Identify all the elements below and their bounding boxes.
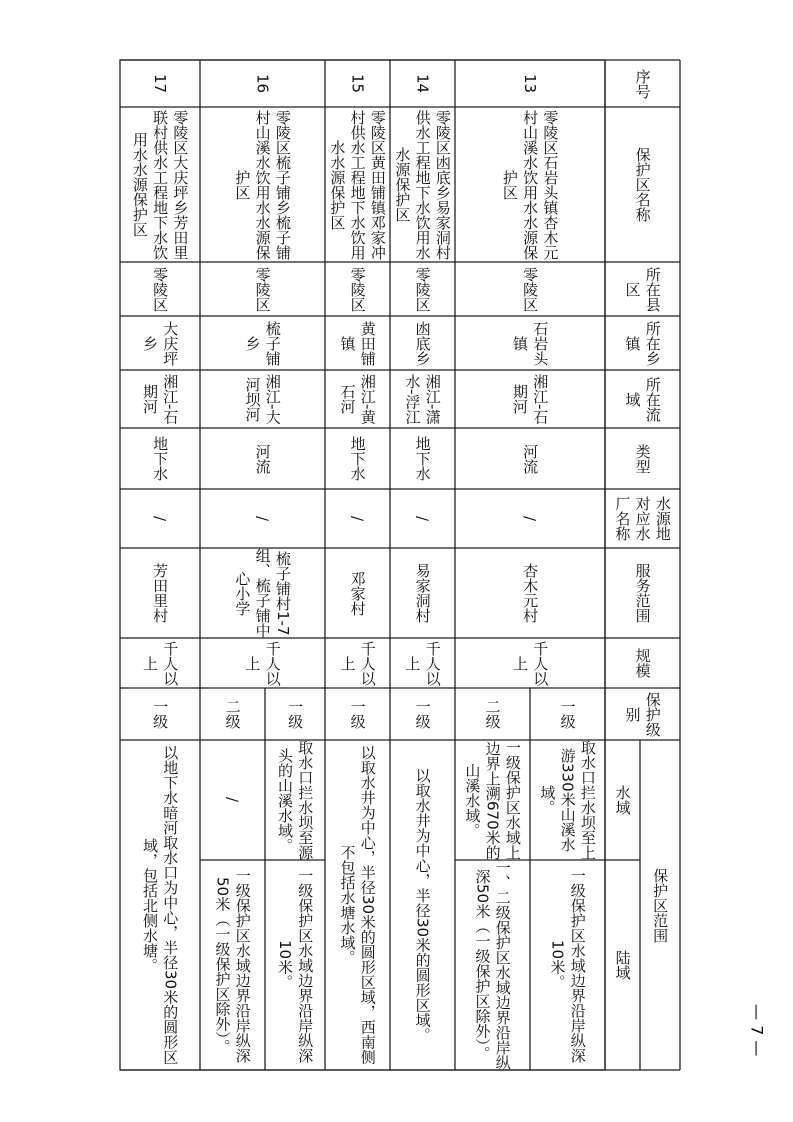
row17-plant: / [151,515,170,522]
row15-service: 邓家村 [348,570,367,616]
row16-scale: 千人以上 [243,640,282,686]
row13-basin: 湘江-石期河 [511,373,550,425]
row15-seq: 15 [348,73,367,94]
row13-type: 河流 [521,443,540,474]
header-service: 服务范围 [633,563,652,623]
row14-seq: 14 [413,73,432,94]
row17-county: 零陵区 [151,266,170,312]
header-county: 所在县区 [623,266,662,312]
row13-water-1: 取水口拦水坝至上游330米山溪水域。 [538,740,597,860]
header-water: 水域 [613,785,632,815]
row13-plant: / [521,515,540,522]
row15-basin: 湘江-黄石河 [338,373,377,425]
row14-basin: 湘江-潇水-浮江 [403,373,442,425]
row13-name: 零陵区石岩头镇杏木元村山溪水饮用水水源保护区 [500,109,560,260]
header-town: 所在乡镇 [623,320,662,366]
row13-level-1: 一级 [558,699,577,729]
header-scale: 规模 [633,648,652,678]
row14-plant: / [413,515,432,522]
row17-town: 大庆坪乡 [141,320,180,366]
row15-scale: 千人以上 [338,640,377,686]
row17-name: 零陵区大庆坪乡芳田里联村供水工程地下水饮用水水源保护区 [130,109,190,260]
row15-range: 以取水井为中心，半径30米的圆形区域，西南侧不包括水塘水域。 [338,745,377,1065]
row16-water-1: 取水口拦水坝至源头的山溪水域。 [276,740,315,860]
row17-range: 以地下水暗河取水口为中心，半径30米的圆形区域，包括北侧水塘。 [141,745,180,1065]
row15-name: 零陵区黄田铺镇邓家冲村供水工程地下水饮用水水源保护区 [328,109,387,260]
row13-level-2: 二级 [483,699,502,729]
row15-plant: / [348,515,367,522]
row16-service: 梳子铺村1-7组、梳子铺中心小学 [233,548,292,638]
header-name: 保护区名称 [633,147,652,222]
row16-level-1: 一级 [286,699,305,729]
header-plant: 水源地对应水厂名称 [613,496,672,541]
row14-town: 凼底乡 [413,320,432,366]
row14-level: 一级 [413,699,432,729]
row16-water-2: / [223,797,242,803]
row13-seq: 13 [521,73,540,94]
row16-town: 梳子铺乡 [243,320,282,366]
header-level: 保护级别 [623,691,662,737]
row17-seq: 17 [151,73,170,94]
row13-county: 零陵区 [521,266,540,312]
row15-type: 地下水 [348,436,367,481]
row13-land-2: 一、二级保护区水域边界沿岸纵深50米（一级保护区除外）。 [473,860,512,1070]
row14-name: 零陵区凼底乡易家洞村供水工程地下水饮用水水源保护区 [393,109,452,260]
header-range: 保护区范围 [651,867,670,943]
row16-level-2: 二级 [223,699,242,729]
row17-service: 芳田里村 [151,563,170,623]
row14-scale: 千人以上 [403,640,442,686]
row14-service: 易家洞村 [413,563,432,623]
row13-scale: 千人以上 [511,640,550,686]
header-type: 类型 [633,443,652,474]
row16-name: 零陵区梳子铺乡梳子铺村山溪水饮用水水源保护区 [233,109,292,260]
row14-range: 以取水井为中心，半径30米的圆形区域。 [413,767,432,1043]
row15-county: 零陵区 [348,266,367,312]
header-basin: 所在流域 [623,376,662,422]
row17-basin: 湘江-石期河 [141,373,180,425]
row16-plant: / [253,515,272,522]
row13-water-2: 一级保护区水域上边界上溯670米的山溪水域。 [463,740,522,860]
row16-seq: 16 [253,73,272,94]
row13-town: 石岩头镇 [511,320,550,366]
row17-level: 一级 [151,699,170,729]
header-seq: 序号 [633,68,652,99]
row15-town: 黄田铺镇 [338,320,377,366]
row14-type: 地下水 [413,436,432,481]
row16-county: 零陵区 [253,266,272,312]
row13-land-1: 一级保护区水域边界沿岸纵深10米。 [548,867,587,1063]
row16-type: 河流 [253,443,272,474]
page-number: — 7 — [747,1003,767,1057]
header-land: 陆域 [613,950,632,980]
row17-scale: 千人以上 [141,640,180,686]
row17-type: 地下水 [151,436,170,481]
row16-basin: 湘江-大河坝河 [243,373,282,425]
row14-county: 零陵区 [413,266,432,312]
row15-level: 一级 [348,699,367,729]
row13-service: 杏木元村 [521,563,540,623]
row16-land-2: 一级保护区水域边界沿岸纵深50米（一级保护区除外）。 [213,867,252,1063]
row16-land-1: 一级保护区水域边界沿岸纵深10米。 [276,867,315,1063]
